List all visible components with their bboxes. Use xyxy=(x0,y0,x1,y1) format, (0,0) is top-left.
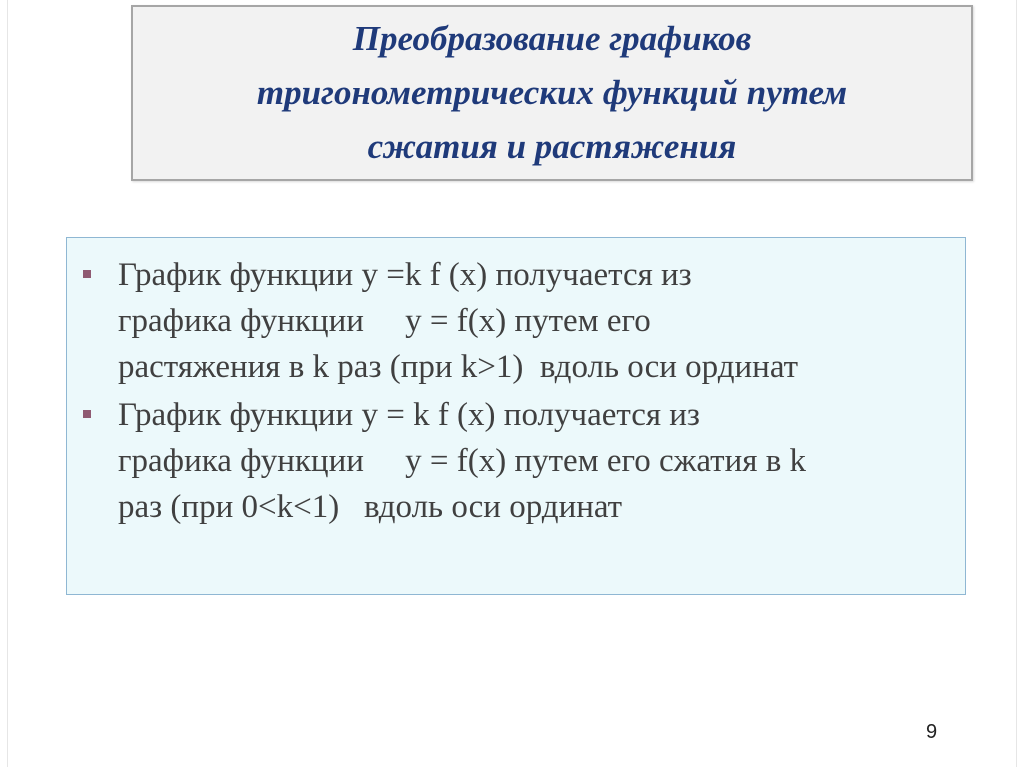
bullet-square-icon xyxy=(83,270,91,278)
page-number: 9 xyxy=(926,721,938,743)
bullet-item-stretch xyxy=(83,252,955,390)
title-line-1: Преобразование графиков xyxy=(352,19,752,58)
right-edge-line xyxy=(1016,0,1017,767)
bullet-2-line-1: График функции y = k f (x) получается из xyxy=(118,397,700,433)
left-edge-line xyxy=(7,0,8,767)
title-line-3: сжатия и растяжения xyxy=(367,127,737,166)
content-box xyxy=(66,237,966,595)
title-box xyxy=(131,5,973,181)
bullet-1-line-1: График функции y =k f (x) получается из xyxy=(118,257,692,293)
bullet-1-line-2: графика функции y = f(x) путем его xyxy=(118,303,651,339)
bullet-2-line-3: раз (при 0<k<1) вдоль оси ординат xyxy=(118,489,623,525)
bullet-1-line-3: растяжения в k раз (при k>1) вдоль оси ординат xyxy=(118,349,799,385)
bullet-list xyxy=(83,252,955,532)
bullet-item-compress xyxy=(83,392,955,530)
slide-title xyxy=(257,12,847,174)
bullet-2-line-2: графика функции y = f(x) путем его сжатия в k xyxy=(118,443,807,479)
title-line-2: тригонометрических функций путем xyxy=(256,73,848,112)
bullet-square-icon xyxy=(83,410,91,418)
